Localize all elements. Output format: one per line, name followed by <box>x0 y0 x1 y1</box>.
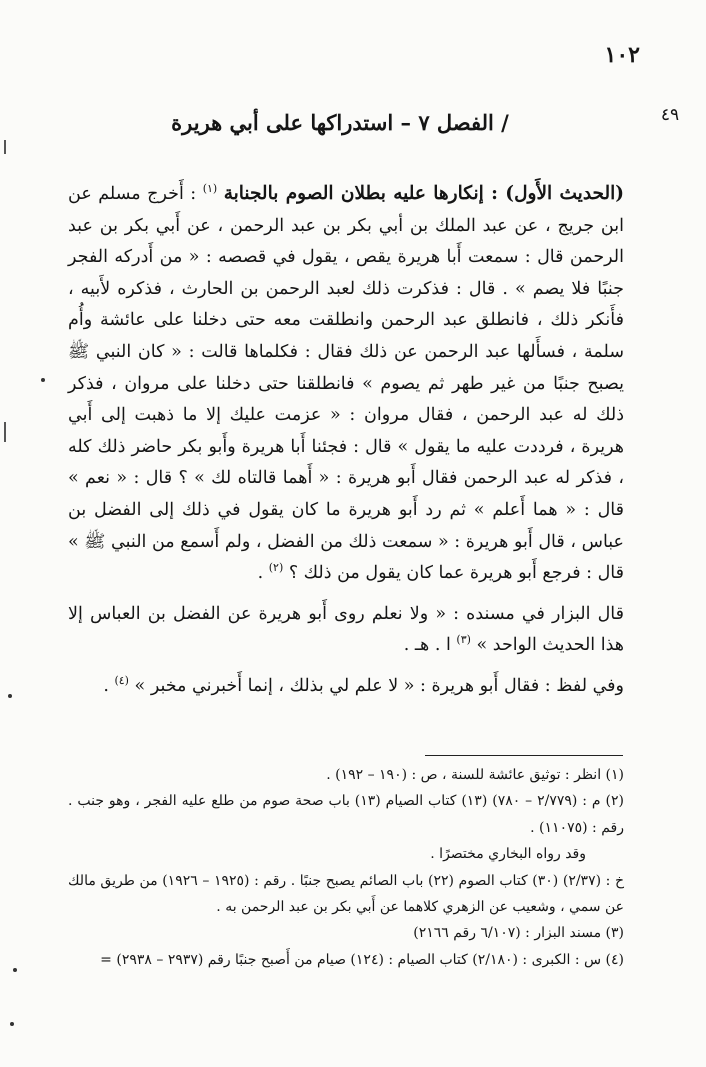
footnotes <box>68 762 624 973</box>
hadith-text: : أَخرج مسلم عن ابن جريج ، عن عبد الملك بن أبي بكر بن عبد الرحمن ، عن أَبي بكر بن عبد الرحمن قال : سمعت أَبا هريرة يقص ، يقول في قصصه : « من أَدركه الفجر جنبًا فلا يصم » . قال : فذكرت ذلك لعبد الرحمن بن الحارث ، فذكره لأَبيه ، فأَنكر ذلك ، فانطلق عبد الرحمن وانطلقت معه حتى دخلنا على عائشة وأُم سلمة ، فسأَلها عبد الرحمن عن ذلك فقال : فكلماها قالت : « كان النبي ﷺ يصبح جنبًا من غير طهر ثم يصوم » فانطلقنا حتى دخلنا على مروان ، فذكر ذلك له عبد الرحمن ، فقال مروان : « عزمت عليك إلا ما ذهبت إلى أَبي هريرة ، فرددت عليه ما يقول » قال : فجئنا أَبا هريرة وأَبو بكر حاضر ذلك كله ، فذكر له عبد الرحمن فقال أَبو هريرة : « أَهما قالتاه لك » ؟ قال : « نعم » قال : « هما أَعلم » ثم رد أَبو هريرة ما كان يقول في ذلك إلى الفضل بن عباس ، قال أَبو هريرة : « سمعت ذلك من الفضل ، ولم أَسمع من النبي ﷺ » قال : فرجع أَبو هريرة عما كان يقول من ذلك ؟ <box>68 184 624 584</box>
punctuation: . <box>103 675 115 696</box>
page-number: ١٠٢ <box>604 42 640 68</box>
footnote: (١) انظر : توثيق عائشة للسنة ، ص : (١٩٠ – ١٩٢) . <box>326 767 624 783</box>
footnote: وقد رواه البخاري مختصرًا . <box>430 846 586 863</box>
footnote-ref-1: (١) <box>202 182 218 196</box>
punctuation: . <box>257 563 269 584</box>
footnote-ref-2: (٢) <box>268 561 284 575</box>
scan-mark <box>4 422 6 442</box>
scan-speck <box>13 968 17 972</box>
bazzar-text: قال البزار في مسنده : « ولا نعلم روى أَبو هريرة عن الفضل بن العباس إلا هذا الحديث الواحد » <box>68 603 624 656</box>
footnote: (٤) س : الكبرى : (٢/١٨٠) كتاب الصيام : (١٢٤) صيام من أَصبح جنبًا رقم (٢٩٣٧ – ٢٩٣٨) = <box>100 951 624 968</box>
footnote: خ : (٢/٣٧) (٣٠) كتاب الصوم (٢٢) باب الصائم يصبح جنبًا . رقم : (١٩٢٥ – ١٩٢٦) من طريق مالك عن سمي ، وشعيب عن الزهري كلاهما عن أَبي بكر بن عبد الرحمن به . <box>68 872 624 916</box>
footnote: (٣) مسند البزار : (٦/١٠٧ رقم ٢١٦٦) <box>413 925 624 942</box>
footnote: (٢) م : (٢/٧٧٩ – ٧٨٠) (١٣) كتاب الصيام (١٣) باب صحة صوم من طلع عليه الفجر ، وهو جنب . رقم : (١١٠٧٥) . <box>68 793 624 836</box>
margin-number: ٤٩ <box>660 105 680 125</box>
main-text <box>68 178 624 703</box>
chapter-title: / الفصل ٧ – استدراكها على أبي هريرة <box>171 110 509 135</box>
scan-speck <box>8 694 12 698</box>
hadith-title: (الحديث الأَول) : إنكارها عليه بطلان الصوم بالجنابة <box>223 183 624 204</box>
footnote-divider <box>425 755 623 756</box>
hadith-paragraph <box>68 178 624 590</box>
footnote-ref-3: (٣) <box>456 633 471 647</box>
scan-speck <box>10 1022 14 1026</box>
variant-text: وفي لفظ : فقال أَبو هريرة : « لا علم لي بذلك ، إنما أَخبرني مخبر » <box>134 675 624 696</box>
footnote-ref-4: (٤) <box>114 674 129 688</box>
scan-speck <box>41 378 45 382</box>
punctuation: ا . هـ . <box>403 635 457 656</box>
scan-mark <box>4 140 6 154</box>
bazzar-paragraph <box>68 599 624 662</box>
variant-paragraph <box>68 671 624 703</box>
